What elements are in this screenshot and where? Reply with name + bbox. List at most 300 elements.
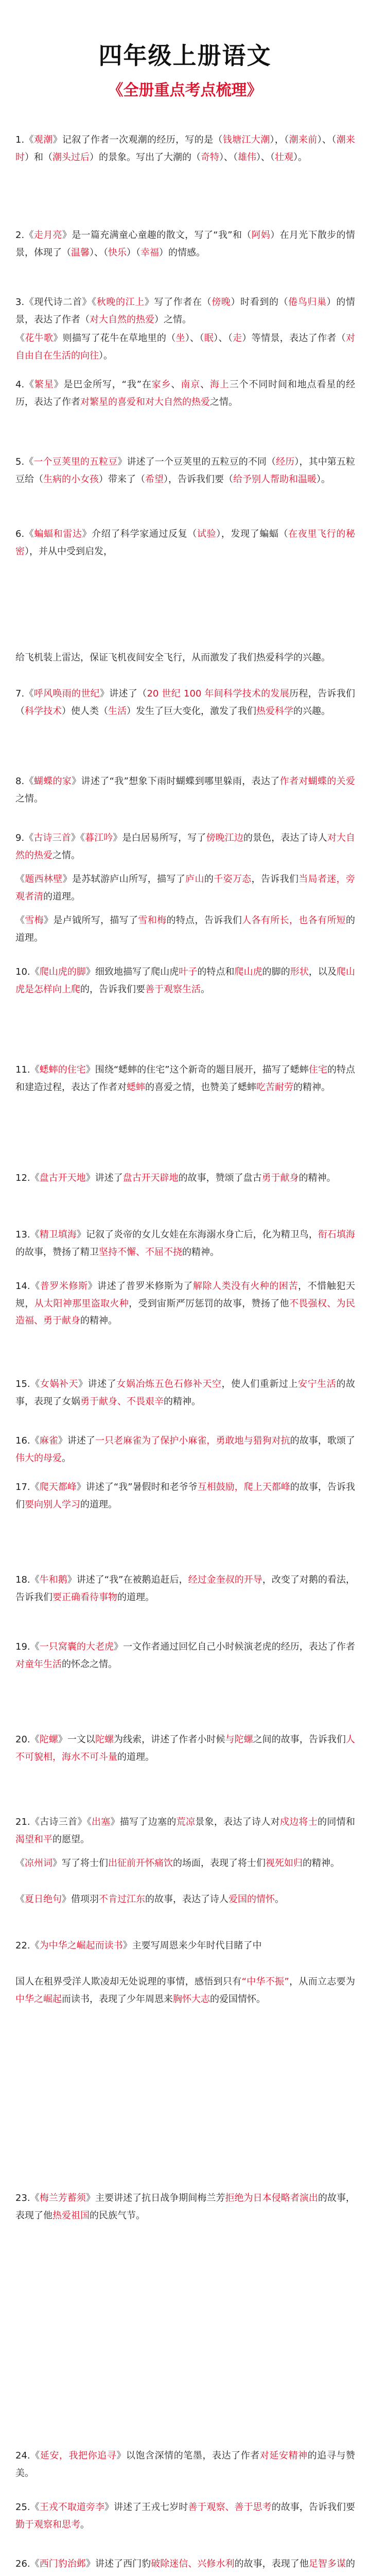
highlight-text: 一只老麻雀为了保护小麻雀，勇敢地与猎狗对抗	[95, 1435, 290, 1446]
body-text: 。	[80, 2519, 90, 2530]
highlight-text: 雪和梅	[138, 915, 167, 926]
body-text: 的	[204, 874, 214, 885]
body-text: ）、（	[90, 247, 108, 258]
body-text: 》讲述了（	[99, 688, 147, 699]
highlight-text: 互相鼓励，爬上天都峰	[197, 1482, 290, 1493]
highlight-text: 家乡	[151, 379, 171, 390]
entry-16	[15, 1170, 355, 1187]
body-text: 2.《	[15, 230, 34, 241]
highlight-text: 对自由自在生活的向往	[15, 333, 356, 361]
entry-13	[15, 912, 355, 946]
highlight-text: 观潮	[33, 134, 53, 145]
entry-25	[15, 1814, 355, 1848]
body-text: ，使人们重新过上	[221, 1379, 298, 1389]
highlight-text: 奇特	[201, 151, 219, 163]
entry-20	[15, 1432, 355, 1467]
body-text: 25.《	[15, 2502, 40, 2513]
entry-32	[15, 2499, 355, 2533]
highlight-text: 形状	[290, 967, 309, 977]
highlight-text: 南京	[181, 379, 201, 390]
body-text: 之情。	[15, 793, 43, 804]
highlight-text: 潮头过后	[52, 151, 90, 163]
highlight-text: 麻雀	[39, 1435, 58, 1446]
highlight-text: 为中华之崛起而读书	[39, 1940, 123, 1951]
highlight-text: 傍晚江边	[206, 833, 243, 843]
highlight-text: 壮观	[275, 151, 293, 163]
body-text: 》是卢钺所写，描写了	[44, 915, 138, 926]
body-text: 的兴趣。	[293, 705, 330, 717]
highlight-text: 陀螺	[39, 1734, 58, 1745]
highlight-text: 20 世纪 100 年间科学技术的发展	[147, 688, 290, 699]
highlight-text: 胸怀大志	[173, 1993, 210, 2005]
body-text: 《	[15, 1858, 25, 1869]
body-text: 18.《	[15, 1574, 40, 1585]
entry-5	[15, 376, 355, 411]
body-text: 的同情和	[318, 1817, 356, 1827]
body-text: 》讲述了王戎七岁时	[104, 2502, 188, 2513]
body-text: 的爱国情怀。	[210, 1993, 266, 2005]
highlight-text: 夏日绝句	[25, 1894, 62, 1905]
entry-1	[15, 131, 355, 166]
highlight-text: 繁星	[34, 379, 54, 390]
body-text: 1.《	[15, 134, 34, 145]
body-text: ）（	[127, 247, 140, 258]
body-text: 23.《	[15, 2193, 40, 2204]
body-text: 》是一篇充满童心童趣的散文，写了“我”和（	[62, 230, 252, 241]
body-text: ）在月光下散步的情景，体现了（	[15, 230, 356, 258]
highlight-text: 伟大的母爱	[15, 1452, 62, 1464]
body-text: 的故事，告诉我们	[15, 1482, 356, 1510]
highlight-text: 要正确看待事物	[52, 1591, 117, 1603]
highlight-text: 盘古开天地	[39, 1173, 86, 1183]
body-text: 14.《	[15, 1281, 40, 1292]
highlight-text: 安宁生活	[298, 1379, 337, 1389]
body-text: 》以饱含深情的笔墨，表达了作者	[116, 2450, 260, 2461]
body-text: ）带来了（	[99, 473, 145, 485]
body-text: ）的情感。	[159, 247, 205, 258]
highlight-text: 精卫填海	[39, 1229, 77, 1240]
body-text: ）。	[293, 151, 307, 163]
highlight-text: 勇于献身、不畏艰辛	[80, 1396, 164, 1407]
highlight-text: 蟋蟀的住宅	[39, 1064, 86, 1075]
highlight-text: 蝙蝠和雷达	[34, 529, 82, 539]
body-text: 》则描写了花牛在草地里的（	[53, 333, 176, 344]
body-text: 《	[15, 874, 25, 885]
highlight-text: 破除迷信、兴修水利	[151, 2558, 235, 2569]
highlight-text: 千姿万态	[214, 874, 252, 885]
body-text: ）发生了巨大变化，激发了我们	[127, 705, 256, 717]
body-text: ，受到宙斯严厉惩罚的故事，赞扬了他	[129, 1298, 289, 1309]
highlight-text: 雄伟	[238, 151, 256, 163]
highlight-text: 倦鸟归巢	[288, 297, 327, 308]
body-text: 《	[15, 333, 25, 344]
body-text: 之间的故事，告诉我们	[253, 1734, 346, 1745]
body-text: 的精神。	[293, 1081, 330, 1093]
highlight-text: 科学技术	[25, 705, 62, 717]
body-text: 》写了作者在（	[144, 297, 212, 308]
body-text: 的民族气节。	[90, 2210, 145, 2221]
highlight-text: 试验	[197, 529, 217, 539]
entry-7	[15, 526, 355, 560]
highlight-text: 吃苦耐劳	[256, 1081, 293, 1093]
highlight-text: 从太阳神那里盗取火种	[34, 1298, 129, 1309]
body-text: 》讲述了	[58, 1435, 95, 1446]
body-text: 26.《	[15, 2558, 40, 2569]
body-text: 的故事，歌颂了	[290, 1435, 356, 1446]
body-text: ）等情景，表达了作者（	[242, 333, 346, 344]
body-text: 19.《	[15, 1641, 40, 1652]
body-text: 17.《	[15, 1482, 40, 1493]
body-text: 21.《古诗三首》《	[15, 1817, 92, 1827]
highlight-text: 人不可貌相，海水不可斗量	[15, 1734, 356, 1762]
body-text: 之情。	[210, 396, 238, 408]
highlight-text: 凉州词	[25, 1858, 52, 1869]
body-text: ）、（	[214, 333, 233, 344]
highlight-text: 题西林壁	[25, 874, 63, 885]
entry-24	[15, 1731, 355, 1766]
body-text: ）、（	[185, 333, 204, 344]
body-text: 的道理。	[15, 915, 356, 943]
highlight-text: 快乐	[108, 247, 127, 258]
highlight-text: 要向别人学习	[25, 1499, 80, 1510]
body-text: ），其中第五粒豆给（	[15, 456, 356, 485]
body-text: 的特点和	[197, 967, 235, 977]
body-text: 。	[275, 1894, 284, 1905]
highlight-text: 普罗米修斯	[40, 1281, 88, 1292]
entry-8	[15, 649, 355, 667]
body-text: 的喜爱之情，也赞美了蟋蟀	[145, 1081, 256, 1093]
highlight-text: “中华不振”	[241, 1976, 289, 1987]
highlight-text: 拒绝为日本侵略者演出	[225, 2193, 318, 2204]
body-text: 16.《	[15, 1435, 40, 1446]
highlight-text: 王戎不取道旁李	[39, 2502, 104, 2513]
highlight-text: 渴望和平	[15, 1834, 52, 1845]
entry-17	[15, 1226, 355, 1261]
body-text: 》讲述了西门豹	[85, 2558, 151, 2569]
body-text: 的愿望。	[52, 1834, 90, 1845]
body-text: 》是白居易所写，写了	[113, 833, 206, 843]
highlight-text: 出塞	[92, 1817, 111, 1827]
body-text: ），发现了蝙蝠（	[216, 529, 289, 539]
entry-19	[15, 1376, 355, 1410]
body-text: ，改变了对鹅的看法，告诉我们	[15, 1574, 356, 1603]
highlight-text: 生活	[108, 705, 127, 717]
body-text: 的故事，表现了他	[15, 2193, 356, 2221]
highlight-text: 古诗三首	[33, 833, 71, 843]
highlight-text: 盘古开天辟地	[122, 1173, 179, 1183]
body-text: 的道理。	[117, 1591, 154, 1603]
highlight-text: 潮来前	[289, 134, 318, 145]
body-text: 9.《	[15, 833, 34, 843]
body-text: 国人在租界受洋人欺凌却无处说理的事情，感悟到只有	[15, 1976, 242, 1987]
highlight-text: 坐	[175, 333, 185, 344]
body-text: 的景色，表达了诗人	[243, 833, 327, 843]
body-text: 而读书，表现了少年周恩来	[62, 1993, 173, 2005]
highlight-text: 延安，我把你追寻	[40, 2450, 117, 2461]
highlight-text: 在夜里飞行的秘密	[15, 529, 356, 557]
highlight-text: 海上	[210, 379, 230, 390]
body-text: 》主要写周恩来少年时代目睹了中	[122, 1940, 262, 1951]
body-text: 历程，告诉我们（	[15, 688, 356, 717]
body-text: 给飞机装上雷达，保证飞机夜间安全飞行，从而激发了我们热爱科学的兴趣。	[15, 652, 330, 663]
body-text: ，不惜触犯天规，	[15, 1281, 356, 1309]
body-text: ），（	[270, 134, 289, 145]
body-text: 的追寻与赞美。	[15, 2450, 356, 2479]
body-text: ）使人类（	[62, 705, 108, 717]
entry-33	[15, 2555, 355, 2576]
body-text: 的，告诉我们要	[80, 984, 145, 995]
highlight-text: 对大自然的热爱	[15, 833, 356, 861]
highlight-text: 潮来时	[15, 134, 356, 163]
highlight-text: 走月亮	[33, 230, 62, 241]
body-text: 《	[15, 1894, 25, 1905]
highlight-text: 秋晚的江上	[96, 297, 145, 308]
highlight-text: 钱塘江大潮	[222, 134, 270, 145]
body-text: 《	[15, 915, 25, 926]
highlight-text: 牛和鹅	[39, 1574, 67, 1585]
highlight-text: 庐山	[185, 874, 204, 885]
body-text: ）的情景，表达了作者（	[15, 297, 356, 325]
highlight-text: 善于观察、善于思考	[188, 2502, 272, 2513]
body-text: ，告诉我们	[251, 874, 299, 885]
highlight-text: 生病的小女孩	[43, 473, 99, 485]
entry-9	[15, 685, 355, 720]
body-text: 的场面，表现了将士们	[173, 1858, 266, 1869]
body-text: 为线索，讲述了作者小时候	[114, 1734, 225, 1745]
body-text: 的故事，表达了诗人	[145, 1894, 228, 1905]
body-text: 15.《	[15, 1379, 40, 1389]
highlight-text: 当局者迷，旁观者清	[15, 874, 356, 902]
body-text: 的精神。	[182, 1246, 219, 1258]
body-text: 》是苏轼游庐山所写，描写了	[62, 874, 186, 885]
body-text: 之情。	[52, 850, 80, 861]
body-text: 》细致地描写了爬山虎	[85, 967, 179, 977]
body-text: 5.《	[15, 456, 34, 467]
highlight-text: 与陀螺	[225, 1734, 253, 1745]
highlight-text: 雪梅	[25, 915, 44, 926]
highlight-text: 一个豆荚里的五粒豆	[33, 456, 118, 467]
highlight-text: 衔石填海	[318, 1229, 356, 1240]
highlight-text: 热爱祖国	[52, 2210, 90, 2221]
body-text: 的脚的	[262, 967, 290, 977]
entry-3	[15, 294, 355, 328]
highlight-text: 蝴蝶的家	[33, 776, 72, 787]
entry-12	[15, 871, 355, 905]
body-text: 20.《	[15, 1734, 40, 1745]
highlight-text: 暮江吟	[85, 833, 113, 843]
entry-4	[15, 330, 355, 364]
highlight-text: 傍晚	[212, 297, 231, 308]
body-text: ，以及	[308, 967, 337, 977]
body-text: 》讲述了普罗米修斯为了	[87, 1281, 193, 1292]
highlight-text: 梅兰芳蓄须	[39, 2193, 86, 2204]
entry-6	[15, 453, 355, 488]
entry-31	[15, 2447, 355, 2482]
highlight-text: 呼风唤雨的世纪	[33, 688, 100, 699]
body-text: ）和（	[25, 151, 52, 163]
highlight-text: 走	[233, 333, 242, 344]
body-text: ）。	[316, 473, 330, 485]
highlight-text: 爬天都峰	[39, 1482, 77, 1493]
highlight-text: 爬山虎的脚	[39, 967, 86, 977]
highlight-text: 阿妈	[251, 230, 271, 241]
body-text: 的故事，赞颂了盘古	[178, 1173, 262, 1183]
highlight-text: 出征前开怀痛饮	[108, 1858, 173, 1869]
body-text: 》讲述了一个豆荚里的五粒豆的不同（	[117, 456, 276, 467]
body-text: 的精神。	[164, 1396, 201, 1407]
body-text: 6.《	[15, 529, 34, 539]
highlight-text: 不肯过江东	[99, 1894, 145, 1905]
body-text: 的特点，告诉我们	[166, 915, 242, 926]
body-text: 8.《	[15, 776, 34, 787]
highlight-text: 蟋蟀	[127, 1081, 145, 1093]
highlight-text: 对大自然的热爱	[90, 314, 154, 325]
entry-28	[15, 1937, 355, 1955]
body-text: 12.《	[15, 1173, 40, 1183]
highlight-text: 善于观察生活	[145, 984, 201, 995]
page-title: 四年级上册语文	[98, 42, 272, 70]
entry-22	[15, 1571, 355, 1606]
body-text: ，从而立志要为	[289, 1976, 356, 1987]
body-text: 的怀念之情。	[62, 1658, 117, 1670]
entry-29	[15, 1973, 355, 2008]
body-text: 3.《现代诗二首》《	[15, 297, 97, 308]
highlight-text: 西门豹治邺	[39, 2558, 86, 2569]
body-text: 》围绕“蟋蟀的住宅”这个新奇的题目展开，描写了蟋蟀	[85, 1064, 309, 1075]
body-text: 10.《	[15, 967, 40, 977]
highlight-text: 女娲冶炼五色石修补天空	[116, 1379, 222, 1389]
body-text: ）、（	[317, 134, 337, 145]
body-text: 的道理。	[117, 1751, 154, 1762]
body-text: 三个不同时间和地点看星的经历，表达了作者	[15, 379, 356, 408]
highlight-text: 住宅	[308, 1064, 327, 1075]
entry-27	[15, 1891, 355, 1908]
body-text: ）。	[99, 350, 113, 361]
body-text: 》写了将士们	[52, 1858, 108, 1869]
body-text: 的	[346, 2558, 356, 2569]
body-text: 》讲述了“我”在被鹅追赶后，	[67, 1574, 188, 1585]
body-text: 》讲述了	[78, 1379, 117, 1389]
body-text: 的故事，告诉我们要	[271, 2502, 356, 2513]
body-text: 》主要讲述了抗日战争期间梅兰芳	[85, 2193, 225, 2204]
highlight-text: 不畏强权、为民造福、勇于献身	[15, 1298, 356, 1326]
body-text: 7.《	[15, 688, 34, 699]
highlight-text: 陀螺	[95, 1734, 114, 1745]
highlight-text: 幸福	[140, 247, 159, 258]
body-text: ）、（	[256, 151, 275, 163]
body-text: ），告诉我们要（	[164, 473, 233, 485]
body-text: 的道理。	[43, 891, 80, 902]
body-text: 4.《	[15, 379, 34, 390]
body-text: 的特点和建造过程，表达了作者对	[15, 1064, 356, 1093]
highlight-text: 爬山虎	[234, 967, 262, 977]
highlight-text: 温馨	[71, 247, 90, 258]
highlight-text: 叶子	[179, 967, 198, 977]
body-text: 24.《	[15, 2450, 40, 2461]
body-text: 景象，表达了诗人对	[195, 1817, 280, 1827]
body-text: 、	[171, 379, 181, 390]
body-text: 的故事，表现了他	[234, 2558, 309, 2569]
body-text: 。	[62, 1452, 71, 1464]
entry-2	[15, 227, 355, 261]
body-text: ）时看到的（	[231, 297, 289, 308]
entry-10	[15, 773, 355, 807]
highlight-text: 视死如归	[266, 1858, 303, 1869]
highlight-text: 勤于观察和思考	[15, 2519, 80, 2530]
entry-14	[15, 963, 355, 998]
body-text: ）之情。	[154, 314, 191, 325]
body-text: 》介绍了科学家通过反复（	[82, 529, 198, 539]
highlight-text: 给予别人帮助和温暖	[233, 473, 316, 485]
body-text: 》借项羽	[62, 1894, 99, 1905]
body-text: 》一文作者通过回忆自己小时候演老虎的经历，表达了作者	[114, 1641, 355, 1652]
highlight-text: 一只窝囊的大老虎	[39, 1641, 114, 1652]
highlight-text: 对童年生活	[15, 1658, 62, 1670]
body-text: 》《	[71, 833, 85, 843]
highlight-text: 经过金奎叔的开导	[188, 1574, 262, 1585]
highlight-text: 中华之崛起	[15, 1993, 62, 2005]
highlight-text: 经历	[276, 456, 295, 467]
body-text: 》讲述了	[85, 1173, 123, 1183]
highlight-text: 热爱科学	[256, 705, 293, 717]
highlight-text: 眠	[204, 333, 214, 344]
highlight-text: 希望	[145, 473, 164, 485]
body-text: 的道理。	[80, 1499, 117, 1510]
body-text: 》讲述了“我”想象下雨时蝴蝶到哪里躲雨，表达了	[72, 776, 280, 787]
body-text: 的故事，赞扬了精卫	[15, 1246, 99, 1258]
entry-21	[15, 1479, 355, 1513]
body-text: 》讲述了“我”暑假时和老爷爷	[76, 1482, 198, 1493]
highlight-text: 戍边将士	[279, 1817, 318, 1827]
entry-30	[15, 2190, 355, 2224]
body-text: 的精神。	[303, 1858, 340, 1869]
entry-23	[15, 1638, 355, 1673]
body-text: 的精神。	[298, 1173, 336, 1183]
body-text: ），并从中受到启发，	[25, 546, 113, 557]
body-text: 13.《	[15, 1229, 40, 1240]
body-text: 的故事，表现了女娲	[15, 1379, 356, 1407]
body-text: 11.《	[15, 1064, 40, 1075]
highlight-text: 对繁星的喜爱和对大自然的热爱	[80, 396, 210, 408]
highlight-text: 勇于献身	[261, 1173, 299, 1183]
body-text: ）、（	[219, 151, 238, 163]
highlight-text: 人各有所长，也各有所短	[242, 915, 346, 926]
page-subtitle: 《全册重点考点梳理》	[108, 81, 262, 99]
entry-26	[15, 1855, 355, 1872]
body-text: 》一文以	[58, 1734, 95, 1745]
highlight-text: 坚持不懈、不屈不挠	[99, 1246, 182, 1258]
body-text: 、	[200, 379, 210, 390]
highlight-text: 女娲补天	[40, 1379, 79, 1389]
body-text: 的精神。	[80, 1315, 117, 1326]
body-text: 》记叙了炎帝的女儿女娃在东海溺水身亡后，化为精卫鸟，	[76, 1229, 318, 1240]
highlight-text: 作者对蝴蝶的关爱	[279, 776, 356, 787]
body-text: 22.《	[15, 1940, 40, 1951]
body-text: ）的景象。写出了大潮的（	[90, 151, 201, 163]
body-text: 》描写了边塞的	[110, 1817, 177, 1827]
body-text: 。	[201, 984, 210, 995]
highlight-text: 足智多谋	[308, 2558, 346, 2569]
highlight-text: 对延安精神	[259, 2450, 308, 2461]
highlight-text: 爬山虎是怎样向上爬	[15, 967, 356, 995]
highlight-text: 解除人类没有火种的困苦	[192, 1281, 298, 1292]
entry-11	[15, 829, 355, 864]
body-text: 》是巴金所写，“我”在	[54, 379, 152, 390]
entry-18	[15, 1278, 355, 1330]
highlight-text: 荒凉	[176, 1817, 196, 1827]
entry-15	[15, 1061, 355, 1096]
highlight-text: 花牛歌	[25, 333, 54, 344]
